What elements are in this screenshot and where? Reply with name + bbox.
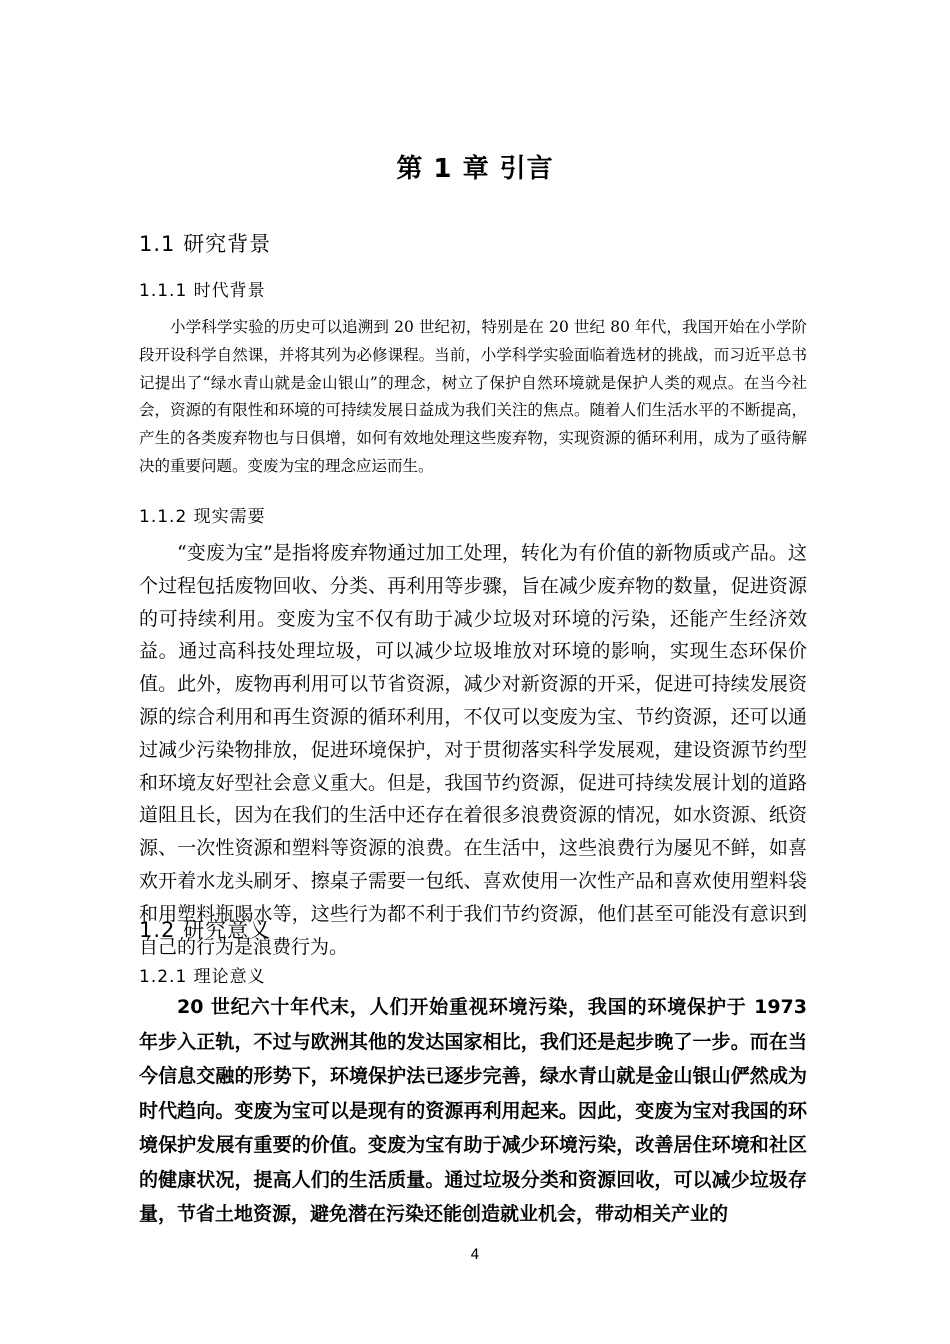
subsection-heading-1-2-1: 1.2.1 理论意义: [139, 967, 266, 987]
subsection-heading-1-1-1: 1.1.1 时代背景: [139, 281, 266, 301]
section-heading-1-1: 1.1 研究背景: [139, 232, 272, 256]
subsection-heading-1-1-2: 1.1.2 现实需要: [139, 507, 266, 527]
paragraph-theoretical-significance: 20 世纪六十年代末，人们开始重视环境污染，我国的环境保护于 1973 年步入正轨，不过与欧洲其他的发达国家相比，我们还是起步晚了一步。而在当今信息交融的形势下，环境保护法已逐步完善，绿水青山就是金山银山俨然成为时代趋向。变废为宝可以是现有的资源再利用起来。因此，变废为宝对我国的环境保护发展有重要的价值。变废为宝有助于减少环境污染，改善居住环境和社区的健康状况，提高人们的生活质量。通过垃圾分类和资源回收，可以减少垃圾存量，节省土地资源，避免潜在污染还能创造就业机会，带动相关产业的: [139, 996, 807, 1225]
paragraph-era-background: 小学科学实验的历史可以追溯到 20 世纪初，特别是在 20 世纪 80 年代，我国开始在小学阶段开设科学自然课，并将其列为必修课程。当前，小学科学实验面临着选材的挑战，而习近平总书记提出了“绿水青山就是金山银山”的理念，树立了保护自然环境就是保护人类的观点。在当今社会，资源的有限性和环境的可持续发展日益成为我们关注的焦点。随着人们生活水平的不断提高，产生的各类废弃物也与日俱增，如何有效地处理这些废弃物，实现资源的循环利用，成为了亟待解决的重要问题。变废为宝的理念应运而生。: [139, 318, 807, 475]
section-heading-1-2: 1.2 研究意义: [139, 918, 272, 942]
page-number: 4: [470, 1247, 480, 1263]
chapter-title: 第 1 章 引言: [396, 154, 554, 184]
paragraph-practical-need: “变废为宝”是指将废弃物通过加工处理，转化为有价值的新物质或产品。这个过程包括废物回收、分类、再利用等步骤，旨在减少废弃物的数量，促进资源的可持续利用。变废为宝不仅有助于减少垃圾对环境的污染，还能产生经济效益。通过高科技处理垃圾，可以减少垃圾堆放对环境的影响，实现生态环保价值。此外，废物再利用可以节省资源，减少对新资源的开采，促进可持续发展资源的综合利用和再生资源的循环利用，不仅可以变废为宝、节约资源，还可以通过减少污染物排放，促进环境保护，对于贯彻落实科学发展观，建设资源节约型和环境友好型社会意义重大。但是，我国节约资源，促进可持续发展计划的道路道阻且长，因为在我们的生活中还存在着很多浪费资源的情况，如水资源、纸资源、一次性资源和塑料等资源的浪费。在生活中，这些浪费行为屡见不鲜，如喜欢开着水龙头刷牙、擦桌子需要一包纸、喜欢使用一次性产品和喜欢使用塑料袋和用塑料瓶喝水等，这些行为都不利于我们节约资源，他们甚至可能没有意识到自己的行为是浪费行为。: [139, 542, 807, 958]
